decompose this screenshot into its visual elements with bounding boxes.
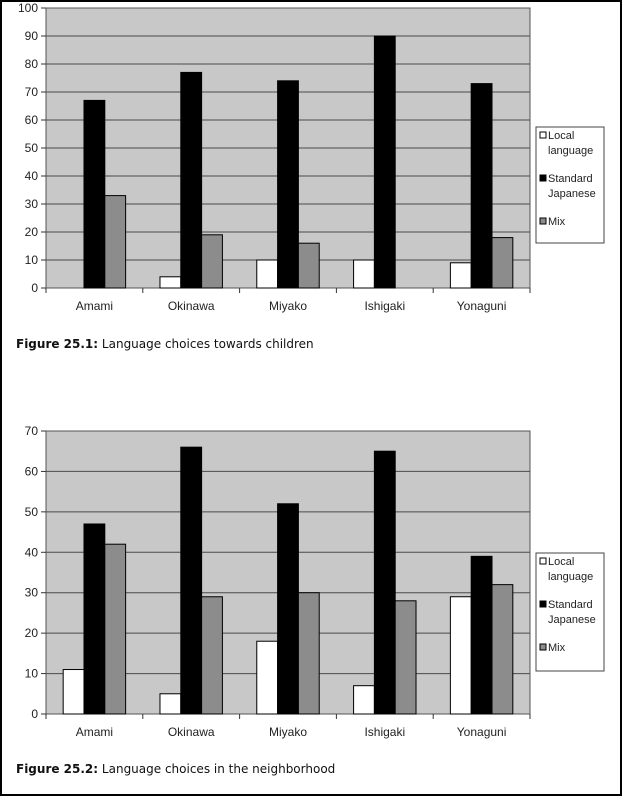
y-tick-label: 0 [31,707,38,721]
chart-figure-25-1 [2,2,620,332]
x-tick-label: Miyako [268,725,308,739]
bar [471,84,492,288]
x-tick-label: Okinawa [167,725,215,739]
y-tick-label: 60 [24,464,38,479]
bar [84,100,105,288]
caption-text: Language choices towards children [101,337,314,351]
bar [492,238,513,288]
y-tick-label: 50 [24,141,38,155]
bar [471,556,492,714]
bar [160,694,181,714]
legend-label: Local [548,556,575,568]
y-tick-label: 100 [17,2,38,15]
bar [374,451,395,714]
bar [278,81,299,288]
legend-label: language [548,145,594,157]
x-tick-label: Yonaguni [456,725,507,739]
caption-label: Figure 25.1: [16,337,99,351]
x-tick-label: Ishigaki [364,725,406,739]
bar [450,597,471,714]
x-tick-label: Amami [75,725,114,739]
caption-text: Language choices in the neighborhood [101,762,336,776]
bar [105,196,126,288]
y-tick-label: 30 [24,197,38,211]
y-tick-label: 40 [24,169,38,183]
y-tick-label: 40 [24,545,38,560]
x-tick-label: Okinawa [167,299,215,313]
bar [374,36,395,288]
y-tick-label: 70 [24,424,38,438]
bar [84,524,105,714]
bar [202,235,223,288]
y-tick-label: 80 [24,57,38,71]
y-tick-label: 30 [24,585,38,600]
y-tick-label: 20 [24,626,38,641]
bar [492,585,513,714]
bar [354,686,375,714]
bar [257,641,278,714]
legend-label: Local [548,130,575,142]
y-tick-label: 50 [24,504,38,519]
x-tick-label: Amami [75,299,114,313]
x-tick-label: Yonaguni [456,299,507,313]
chart-figure-25-2 [2,417,620,767]
y-tick-label: 0 [31,281,38,295]
bar [160,277,181,288]
legend-label: Standard [548,599,593,611]
legend-label: Mix [548,216,566,228]
figure-caption-2 [16,762,335,776]
y-tick-label: 60 [24,113,38,127]
bar [450,263,471,288]
legend-label: Standard [548,173,593,185]
y-tick-label: 90 [24,29,38,43]
bar [105,544,126,714]
caption-label: Figure 25.2: [16,762,99,776]
bar [181,72,202,288]
bar [298,243,319,288]
legend-label: Japanese [548,614,596,626]
legend-swatch [540,644,546,650]
legend-swatch [540,218,546,224]
bar [181,447,202,714]
legend-label: language [548,571,594,583]
bar [298,593,319,714]
bar [395,601,416,714]
y-tick-label: 70 [24,85,38,99]
bar [63,670,84,714]
y-tick-label: 10 [24,666,38,681]
figure-caption-1 [16,337,314,351]
y-tick-label: 20 [24,225,38,239]
legend-swatch [540,601,546,607]
x-tick-label: Miyako [268,299,308,313]
legend-swatch [540,132,546,138]
y-tick-label: 10 [24,253,38,267]
legend-label: Mix [548,642,566,654]
x-tick-label: Ishigaki [364,299,406,313]
legend-swatch [540,558,546,564]
bar [278,504,299,714]
bar [354,260,375,288]
legend-label: Japanese [548,188,596,200]
legend-swatch [540,175,546,181]
bar [257,260,278,288]
bar [202,597,223,714]
